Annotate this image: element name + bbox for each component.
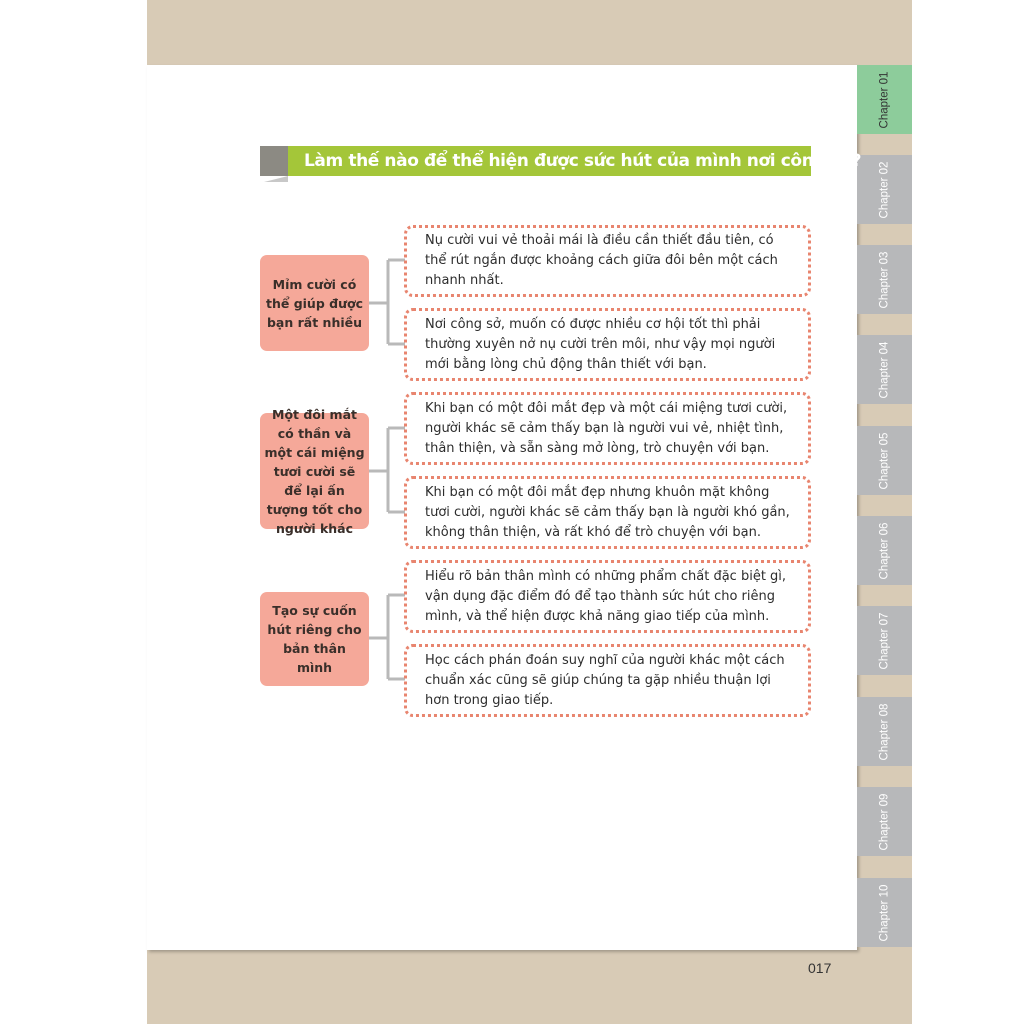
title-accent-block <box>260 146 288 176</box>
connector-group-1 <box>369 260 405 344</box>
point-text-4: Khi bạn có một đôi mắt đẹp nhưng khuôn mặt không tươi cười, người khác sẽ cảm thấy bạn là người khó gần, không thân thiện, và rất khó để trò chuyện với bạn. <box>425 484 790 540</box>
section-title-bar <box>260 146 862 176</box>
label-box-charm: Tạo sự cuốn hút riêng cho bản thân mình <box>260 592 369 686</box>
point-text-6: Học cách phán đoán suy nghĩ của người khác một cách chuẩn xác cũng sẽ giúp chúng ta gặp nhiều thuận lợi hơn trong giao tiếp. <box>425 652 785 708</box>
point-text-1: Nụ cười vui vẻ thoải mái là điều cần thiết đầu tiên, có thể rút ngắn được khoảng cách giữa đôi bên một cách nhanh nhất. <box>425 233 778 288</box>
point-text-2: Nơi công sở, muốn có được nhiều cơ hội tốt thì phải thường xuyên nở nụ cười trên môi, như vậy mọi người mới bằng lòng chủ động thân thiết với bạn. <box>425 316 776 372</box>
point-box-5 <box>404 560 811 633</box>
label-box-smile: Mỉm cười có thể giúp được bạn rất nhiều <box>260 255 369 351</box>
tab-chapter-05[interactable]: Chapter 05 <box>857 426 912 495</box>
tab-chapter-06[interactable]: Chapter 06 <box>857 516 912 585</box>
tab-chapter-01[interactable]: Chapter 01 <box>857 65 912 134</box>
chapter-tabs <box>857 65 912 950</box>
point-box-4 <box>404 476 811 549</box>
page-number: 017 <box>808 960 832 976</box>
point-box-6 <box>404 644 811 717</box>
tab-chapter-03[interactable]: Chapter 03 <box>857 245 912 314</box>
point-box-1 <box>404 225 811 297</box>
point-text-3: Khi bạn có một đôi mắt đẹp và một cái miệng tươi cười, người khác sẽ cảm thấy bạn là người vui vẻ, nhiệt tình, thân thiện, và sẵn sàng mở lòng, trò chuyện với bạn. <box>425 400 788 456</box>
label-box-eyes: Một đôi mắt có thần và một cái miệng tươi cười sẽ để lại ấn tượng tốt cho người khác <box>260 413 369 529</box>
point-text-5: Hiểu rõ bản thân mình có những phẩm chất đặc biệt gì, vận dụng đặc điểm đó để tạo thành sức hút cho riêng mình, và thể hiện được khả năng giao tiếp của mình. <box>425 568 787 624</box>
tab-chapter-08[interactable]: Chapter 08 <box>857 697 912 766</box>
tab-chapter-04[interactable]: Chapter 04 <box>857 335 912 404</box>
tab-chapter-07[interactable]: Chapter 07 <box>857 606 912 675</box>
connector-lines <box>369 250 409 710</box>
connector-group-2 <box>369 428 405 512</box>
tab-chapter-09[interactable]: Chapter 09 <box>857 787 912 856</box>
tab-chapter-02[interactable]: Chapter 02 <box>857 155 912 224</box>
connector-group-3 <box>369 595 405 679</box>
point-box-3 <box>404 392 811 465</box>
page-title: Làm thế nào để thể hiện được sức hút của mình nơi công sở? <box>304 151 862 171</box>
point-box-2 <box>404 308 811 381</box>
tab-chapter-10[interactable]: Chapter 10 <box>857 878 912 947</box>
